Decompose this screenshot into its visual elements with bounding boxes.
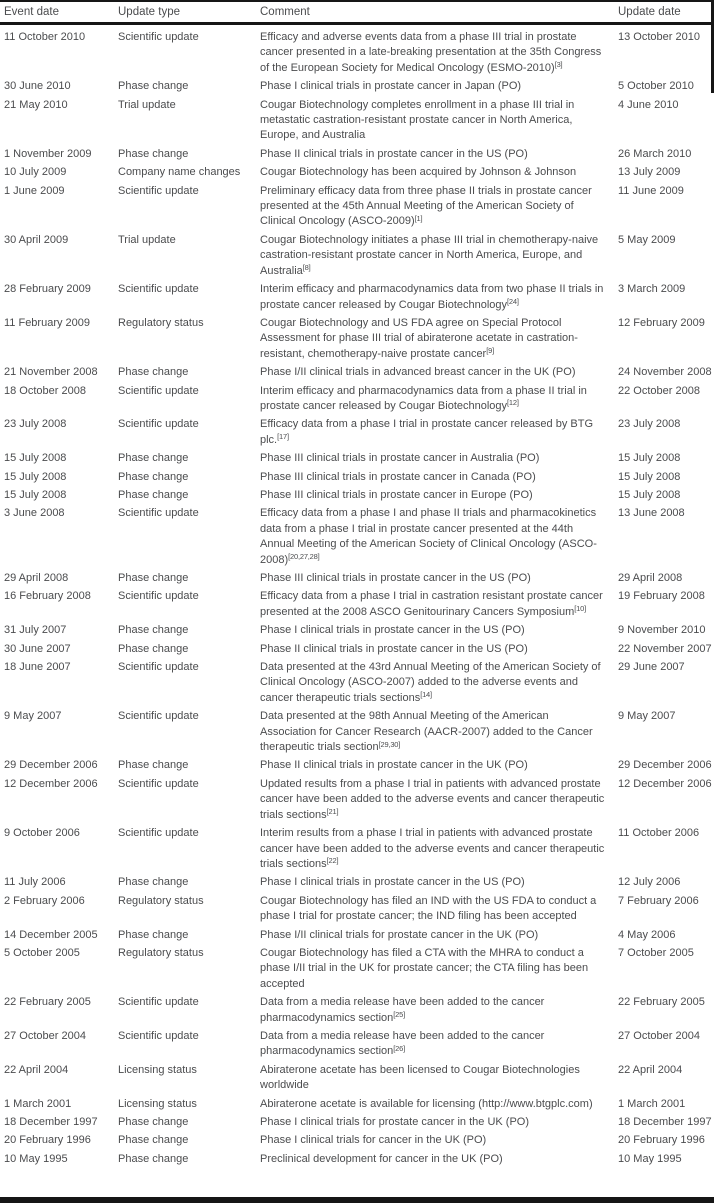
table-row (0, 640, 714, 658)
update-date-cell: 13 July 2009 (618, 166, 681, 179)
table-row (0, 145, 714, 163)
comment-text: Cougar Biotechnology has filed a CTA with the MHRA to conduct a phase I/II trial in the UK for prostate cancer; the CTA filing has been accepted (260, 946, 589, 990)
comment-cell (256, 145, 614, 163)
table-row (0, 708, 714, 757)
update-date-cell: 7 October 2005 (618, 946, 694, 959)
update-type-cell: Phase change (118, 876, 189, 889)
event-date-cell: 15 July 2008 (4, 488, 67, 501)
comment-cell (256, 1061, 614, 1095)
event-date-cell: 3 June 2008 (4, 507, 65, 520)
table-row (0, 164, 714, 182)
comment-text: Phase III clinical trials in prostate cancer in Canada (PO) (260, 470, 536, 483)
comment-cell (256, 994, 614, 1028)
comment-text: Phase II clinical trials in prostate cancer in the US (PO) (260, 642, 528, 655)
table-row (0, 874, 714, 892)
comment-cell (256, 622, 614, 640)
comment-cell (256, 231, 614, 280)
event-date-cell: 5 October 2005 (4, 946, 80, 959)
table-row (0, 570, 714, 588)
event-date-cell: 22 February 2005 (4, 996, 91, 1009)
comment-cell (256, 640, 614, 658)
reference-superscript: [10] (574, 604, 586, 614)
event-date-cell: 12 December 2006 (4, 777, 98, 790)
reference-superscript: [9] (486, 346, 494, 356)
reference-superscript: [1] (414, 213, 423, 223)
table-row (0, 281, 714, 315)
comment-cell (256, 468, 614, 486)
update-type-cell: Phase change (118, 1134, 189, 1147)
update-date-cell: 15 July 2008 (618, 470, 681, 483)
event-date-cell: 30 April 2009 (4, 233, 69, 246)
update-date-cell: 29 April 2008 (618, 572, 683, 584)
reference-superscript: [14] (420, 690, 432, 700)
event-date-cell: 1 June 2009 (4, 184, 65, 197)
comment-text: Phase I/II clinical trials in advanced breast cancer in the UK (PO) (260, 366, 576, 379)
comment-cell (256, 926, 614, 944)
event-date-cell: 1 March 2001 (4, 1097, 72, 1110)
update-date-cell: 3 March 2009 (618, 283, 686, 296)
comment-text: Phase II clinical trials in prostate cancer in the US (PO) (260, 147, 528, 160)
comment-cell (256, 24, 614, 78)
update-date-cell: 9 November 2010 (618, 624, 706, 637)
comment-text: Phase I clinical trials in prostate cancer in the US (PO) (260, 876, 525, 889)
comment-cell (256, 892, 614, 926)
update-type-cell: Scientific update (118, 283, 199, 296)
update-type-cell: Phase change (118, 1152, 189, 1165)
comment-text: Phase III clinical trials in prostate cancer in the US (PO) (260, 572, 531, 584)
event-date-cell: 10 May 1995 (4, 1152, 68, 1165)
comment-text: Cougar Biotechnology has filed an IND with the US FDA to conduct a phase I trial for prostate cancer; the IND filing has been accepted (260, 894, 597, 923)
comment-cell (256, 450, 614, 468)
comment-cell (256, 1132, 614, 1150)
table-row (0, 364, 714, 382)
table-row (0, 1114, 714, 1132)
comment-cell (256, 486, 614, 504)
reference-superscript: [25] (393, 1010, 406, 1020)
update-type-cell: Scientific update (118, 590, 199, 603)
comment-cell (256, 708, 614, 757)
update-date-cell: 1 March 2001 (618, 1097, 686, 1110)
update-date-cell: 11 October 2006 (618, 827, 700, 840)
update-date-cell: 26 March 2010 (618, 147, 692, 160)
table-bottom-rule (0, 1197, 714, 1203)
table-body (0, 24, 714, 1169)
table-row (0, 825, 714, 874)
event-date-cell: 22 April 2004 (4, 1063, 69, 1076)
event-date-cell: 18 December 1997 (4, 1116, 98, 1128)
update-type-cell: Scientific update (118, 710, 199, 723)
table-row (0, 382, 714, 416)
event-date-cell: 20 February 1996 (4, 1134, 91, 1147)
update-date-cell: 12 December 2006 (618, 777, 712, 790)
update-date-cell: 7 February 2006 (618, 894, 699, 907)
update-type-cell: Scientific update (118, 1029, 199, 1042)
event-date-cell: 1 November 2009 (4, 147, 92, 160)
comment-cell (256, 182, 614, 231)
event-date-cell: 28 February 2009 (4, 283, 91, 296)
update-type-cell: Phase change (118, 928, 189, 941)
reference-superscript: [26] (393, 1043, 406, 1053)
update-date-cell: 20 February 1996 (618, 1134, 705, 1147)
event-date-cell: 23 July 2008 (4, 418, 67, 431)
column-header-update-type: Update type (114, 1, 256, 24)
event-date-cell: 29 December 2006 (4, 759, 98, 772)
event-date-cell: 11 February 2009 (4, 316, 91, 329)
table-row (0, 1061, 714, 1095)
comment-text: Phase I clinical trials in prostate cancer in the US (PO) (260, 624, 525, 637)
update-type-cell: Phase change (118, 1116, 189, 1128)
comment-text: Interim efficacy and pharmacodynamics data from a phase II trial in prostate cancer released by Cougar Biotechnology (260, 384, 587, 412)
comment-text: Phase II clinical trials in prostate cancer in the UK (PO) (260, 759, 528, 772)
comment-cell (256, 1095, 614, 1113)
table-row (0, 775, 714, 824)
comment-text: Phase I clinical trials in prostate cancer in Japan (PO) (260, 80, 522, 93)
table-row (0, 78, 714, 96)
update-type-cell: Licensing status (118, 1097, 197, 1110)
event-date-cell: 10 July 2009 (4, 166, 67, 179)
comment-cell (256, 775, 614, 824)
update-date-cell: 15 July 2008 (618, 488, 681, 501)
table-row (0, 468, 714, 486)
table-row (0, 757, 714, 775)
comment-cell (256, 164, 614, 182)
comment-text: Preliminary efficacy data from three phase II trials in prostate cancer presented at the 45th Annual Meeting of the American Society of Clinical Oncology (ASCO-2009) (260, 184, 592, 228)
comment-text: Efficacy data from a phase I trial in prostate cancer released by BTG plc. (260, 418, 594, 446)
table-row (0, 314, 714, 363)
table-row (0, 96, 714, 145)
update-type-cell: Regulatory status (118, 946, 204, 959)
table-row (0, 1095, 714, 1113)
event-date-cell: 21 November 2008 (4, 366, 98, 379)
update-date-cell: 12 July 2006 (618, 876, 681, 889)
reference-superscript: [29,30] (378, 739, 401, 749)
event-date-cell: 31 July 2007 (4, 624, 67, 637)
comment-text: Efficacy and adverse events data from a phase III trial in prostate cancer presented in a late-breaking presentation at the 35th Congress of the European Society for Medical Oncology (ESMO-2010) (260, 31, 602, 74)
update-type-cell: Phase change (118, 572, 189, 584)
comment-text: Cougar Biotechnology and US FDA agree on Special Protocol Assessment for phase III trial of abiraterone acetate in castration-resistant, chemotherapy-naive prostate cancer (260, 316, 578, 360)
comment-cell (256, 1114, 614, 1132)
update-type-cell: Scientific update (118, 661, 199, 674)
reference-superscript: [12] (507, 398, 519, 408)
event-date-cell: 9 October 2006 (4, 827, 80, 840)
comment-cell (256, 570, 614, 588)
comment-cell (256, 505, 614, 570)
reference-superscript: [20,27,28] (288, 552, 320, 562)
comment-text: Cougar Biotechnology initiates a phase III trial in chemotherapy-naive castration-resistant prostate cancer in North America, Europe, and Australia (260, 233, 599, 277)
table-row (0, 1132, 714, 1150)
update-type-cell: Scientific update (118, 184, 199, 197)
comment-text: Efficacy data from a phase I and phase II trials and pharmacokinetics data from a phase I trial in prostate cancer presented at the 44th Annual Meeting of the American Society of Clinical Oncology (ASCO-2008) (260, 507, 597, 566)
update-type-cell: Scientific update (118, 827, 199, 840)
event-date-cell: 27 October 2004 (4, 1029, 86, 1042)
comment-cell (256, 659, 614, 708)
comment-text: Phase III clinical trials in prostate cancer in Europe (PO) (260, 488, 533, 501)
update-type-cell: Phase change (118, 488, 189, 501)
update-date-cell: 5 October 2010 (618, 80, 694, 93)
table-row (0, 588, 714, 622)
update-date-cell: 11 June 2009 (618, 184, 684, 197)
table-row (0, 994, 714, 1028)
header-row (0, 1, 714, 24)
comment-cell (256, 281, 614, 315)
table-row (0, 944, 714, 993)
update-date-cell: 19 February 2008 (618, 590, 705, 603)
update-date-cell: 29 June 2007 (618, 661, 685, 674)
comment-text: Updated results from a phase I trial in patients with advanced prostate cancer have been added to the adverse events and cancer therapeutic trials sections (260, 777, 605, 821)
update-date-cell: 22 February 2005 (618, 996, 705, 1009)
reference-superscript: [24] (507, 297, 519, 306)
comment-text: Abiraterone acetate has been licensed to Cougar Biotechnologies worldwide (260, 1063, 580, 1092)
update-type-cell: Scientific update (118, 777, 199, 790)
update-type-cell: Phase change (118, 624, 189, 637)
update-type-cell: Phase change (118, 759, 189, 772)
update-type-cell: Phase change (118, 452, 189, 465)
update-type-cell: Licensing status (118, 1063, 197, 1076)
event-date-cell: 15 July 2008 (4, 452, 67, 465)
update-type-cell: Regulatory status (118, 894, 204, 907)
update-date-cell: 24 November 2008 (618, 366, 712, 379)
update-type-cell: Company name changes (118, 166, 241, 179)
comment-text: Phase I clinical trials for cancer in the UK (PO) (260, 1134, 487, 1147)
table-row (0, 505, 714, 570)
update-date-cell: 15 July 2008 (618, 452, 681, 465)
comment-text: Phase I clinical trials for prostate cancer in the UK (PO) (260, 1116, 529, 1128)
comment-text: Cougar Biotechnology completes enrollment in a phase III trial in metastatic castration-resistant prostate cancer in North America, Europe, and Australia (260, 98, 575, 142)
comment-cell (256, 96, 614, 145)
comment-cell (256, 416, 614, 450)
comment-text: Data from a media release have been added to the cancer pharmacodynamics section (260, 1029, 545, 1058)
update-date-cell: 22 November 2007 (618, 642, 712, 655)
column-header-event-date: Event date (0, 1, 114, 24)
update-type-cell: Phase change (118, 470, 189, 483)
update-type-cell: Phase change (118, 147, 189, 160)
update-date-cell: 9 May 2007 (618, 710, 676, 723)
update-date-cell: 4 May 2006 (618, 928, 676, 941)
table-row (0, 182, 714, 231)
event-date-cell: 30 June 2007 (4, 642, 71, 655)
table-row (0, 231, 714, 280)
event-date-cell: 11 July 2006 (4, 876, 66, 889)
comment-text: Preclinical development for cancer in the UK (PO) (260, 1152, 503, 1165)
event-date-cell: 16 February 2008 (4, 590, 91, 603)
event-date-cell: 30 June 2010 (4, 80, 71, 93)
reference-superscript: [8] (302, 263, 311, 273)
comment-cell (256, 382, 614, 416)
comment-cell (256, 757, 614, 775)
update-date-cell: 18 December 1997 (618, 1116, 712, 1128)
reference-superscript: [17] (277, 432, 289, 442)
comment-text: Cougar Biotechnology has been acquired by Johnson & Johnson (260, 166, 577, 179)
event-date-cell: 18 October 2008 (4, 384, 86, 397)
event-date-cell: 15 July 2008 (4, 470, 67, 483)
update-date-cell: 12 February 2009 (618, 316, 705, 329)
update-date-cell: 27 October 2004 (618, 1029, 700, 1042)
update-date-cell: 10 May 1995 (618, 1152, 682, 1165)
comment-text: Efficacy data from a phase I trial in castration resistant prostate cancer presented at the 2008 ASCO Genitourinary Cancers Symposium (260, 590, 603, 618)
event-date-cell: 21 May 2010 (4, 98, 68, 111)
comment-text: Interim results from a phase I trial in patients with advanced prostate cancer have been added to the adverse events and cancer therapeutic trials sections (260, 827, 605, 870)
comment-cell (256, 364, 614, 382)
table-row (0, 24, 714, 78)
update-type-cell: Scientific update (118, 31, 199, 43)
table-row (0, 1150, 714, 1168)
comment-cell (256, 314, 614, 363)
comment-text: Interim efficacy and pharmacodynamics data from two phase II trials in prostate cancer released by Cougar Biotechnology (260, 283, 604, 311)
update-date-cell: 22 April 2004 (618, 1063, 683, 1076)
comment-text: Abiraterone acetate is available for licensing (http://www.btgplc.com) (260, 1097, 593, 1110)
update-date-cell: 4 June 2010 (618, 98, 679, 111)
comment-cell (256, 78, 614, 96)
event-date-cell: 29 April 2008 (4, 572, 69, 584)
table-row (0, 659, 714, 708)
comment-text: Phase III clinical trials in prostate cancer in Australia (PO) (260, 452, 540, 465)
comment-cell (256, 874, 614, 892)
comment-cell (256, 1150, 614, 1168)
update-date-cell: 22 October 2008 (618, 384, 700, 397)
comment-text: Data presented at the 43rd Annual Meeting of the American Society of Clinical Oncology (ASCO-2007) added to the adverse events and cancer therapeutic trials sections (260, 661, 601, 704)
reference-superscript: [21] (326, 807, 339, 817)
comment-cell (256, 1027, 614, 1061)
event-date-cell: 14 December 2005 (4, 928, 98, 941)
update-date-cell: 13 June 2008 (618, 507, 685, 520)
table-row (0, 926, 714, 944)
table-row (0, 450, 714, 468)
update-type-cell: Trial update (118, 98, 176, 111)
update-date-cell: 23 July 2008 (618, 418, 681, 431)
update-type-cell: Regulatory status (118, 316, 204, 329)
comment-cell (256, 944, 614, 993)
update-date-cell: 5 May 2009 (618, 233, 676, 246)
update-type-cell: Scientific update (118, 996, 199, 1009)
comment-text: Phase I/II clinical trials for prostate cancer in the UK (PO) (260, 928, 539, 941)
table-row (0, 892, 714, 926)
column-header-update-date: Update date (614, 1, 714, 24)
update-type-cell: Phase change (118, 642, 189, 655)
update-type-cell: Phase change (118, 80, 189, 93)
comment-text: Data from a media release have been added to the cancer pharmacodynamics section (260, 996, 545, 1024)
update-type-cell: Phase change (118, 366, 189, 379)
update-type-cell: Trial update (118, 233, 176, 246)
table-row (0, 622, 714, 640)
comment-cell (256, 588, 614, 622)
table-row (0, 1027, 714, 1061)
table-header (0, 1, 714, 24)
comment-cell (256, 825, 614, 874)
column-header-comment: Comment (256, 1, 614, 24)
event-date-cell: 9 May 2007 (4, 710, 62, 723)
update-type-cell: Scientific update (118, 507, 199, 520)
event-date-cell: 18 June 2007 (4, 661, 71, 674)
event-date-cell: 11 October 2010 (4, 31, 86, 43)
table-row (0, 486, 714, 504)
update-type-cell: Scientific update (118, 384, 199, 397)
reference-superscript: [3] (554, 60, 563, 70)
table-row (0, 416, 714, 450)
reference-superscript: [22] (326, 856, 339, 866)
update-date-cell: 13 October 2010 (618, 31, 700, 43)
update-date-cell: 29 December 2006 (618, 759, 712, 772)
update-type-cell: Scientific update (118, 418, 199, 431)
comment-text: Data presented at the 98th Annual Meeting of the American Association for Cancer Research (AACR-2007) added to the Cancer therapeutic trials section (260, 710, 593, 754)
event-date-cell: 2 February 2006 (4, 894, 85, 907)
